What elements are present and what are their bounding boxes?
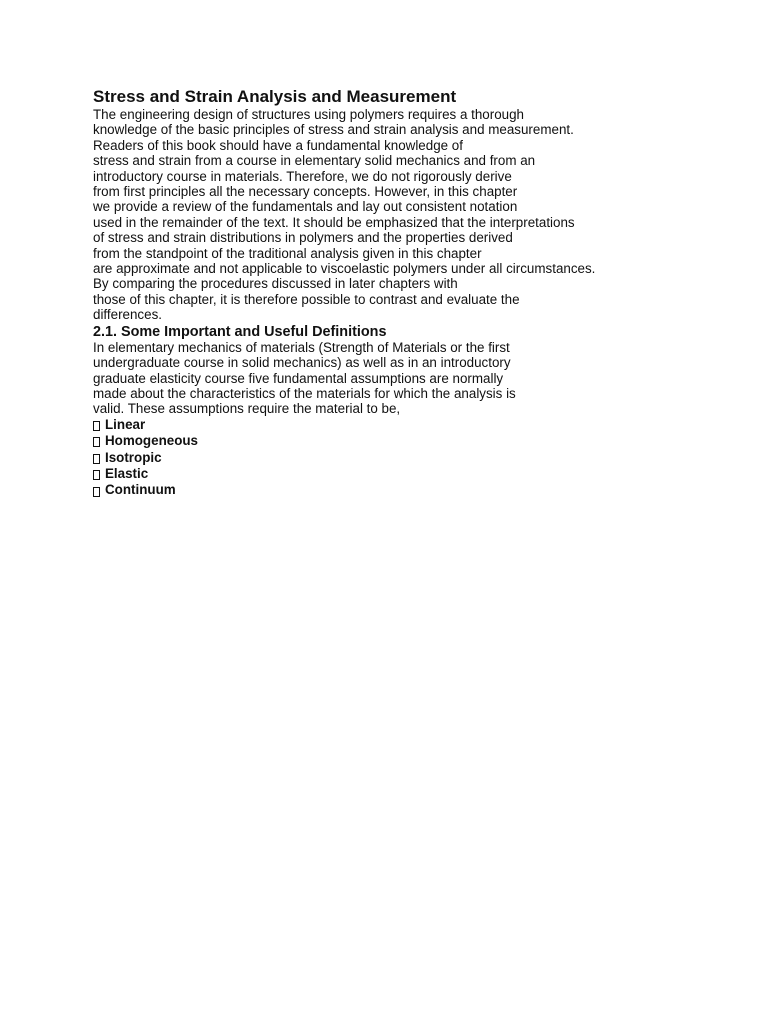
bullet-box-icon [93, 454, 100, 464]
list-item-label: Homogeneous [105, 433, 198, 449]
intro-line: introductory course in materials. Therefore, we do not rigorously derive [93, 168, 512, 184]
bullet-box-icon [93, 421, 100, 431]
list-item [93, 450, 753, 466]
intro-line: are approximate and not applicable to viscoelastic polymers under all circumstances. [93, 261, 596, 277]
document-title: Stress and Strain Analysis and Measurement [93, 87, 457, 106]
bullet-box-icon [93, 487, 100, 497]
bullet-box-icon [93, 437, 100, 447]
list-item [93, 482, 753, 498]
section-line: In elementary mechanics of materials (Strength of Materials or the first [93, 339, 510, 355]
intro-line: from first principles all the necessary concepts. However, in this chapter [93, 184, 518, 200]
intro-line: Readers of this book should have a fundamental knowledge of [93, 137, 463, 153]
intro-line: used in the remainder of the text. It should be emphasized that the interpretations [93, 214, 575, 230]
list-item [93, 433, 753, 449]
intro-line: knowledge of the basic principles of stress and strain analysis and measurement. [93, 122, 574, 138]
intro-paragraph [93, 107, 753, 323]
section-line: graduate elasticity course five fundamental assumptions are normally [93, 370, 504, 386]
section-heading: 2.1. Some Important and Useful Definitions [93, 323, 387, 340]
list-item-label: Elastic [105, 465, 149, 481]
list-item [93, 417, 753, 433]
list-item-label: Isotropic [105, 449, 162, 465]
bullet-box-icon [93, 470, 100, 480]
intro-line: The engineering design of structures using polymers requires a thorough [93, 107, 524, 122]
assumptions-list [93, 417, 753, 499]
list-item-label: Continuum [105, 482, 176, 498]
section-paragraph [93, 340, 753, 417]
list-item [93, 466, 753, 482]
intro-line: from the standpoint of the traditional analysis given in this chapter [93, 245, 482, 261]
section-line: made about the characteristics of the materials for which the analysis is [93, 385, 516, 401]
document-page [93, 87, 753, 499]
intro-line: we provide a review of the fundamentals and lay out consistent notation [93, 199, 518, 215]
intro-line: By comparing the procedures discussed in later chapters with [93, 276, 458, 292]
section-line: valid. These assumptions require the material to be, [93, 401, 401, 417]
intro-line: of stress and strain distributions in polymers and the properties derived [93, 230, 513, 246]
intro-line: stress and strain from a course in elementary solid mechanics and from an [93, 153, 536, 169]
list-item-label: Linear [105, 416, 146, 432]
intro-line: those of this chapter, it is therefore possible to contrast and evaluate the [93, 291, 520, 307]
intro-line: differences. [93, 307, 162, 323]
section-line: undergraduate course in solid mechanics) as well as in an introductory [93, 355, 511, 371]
